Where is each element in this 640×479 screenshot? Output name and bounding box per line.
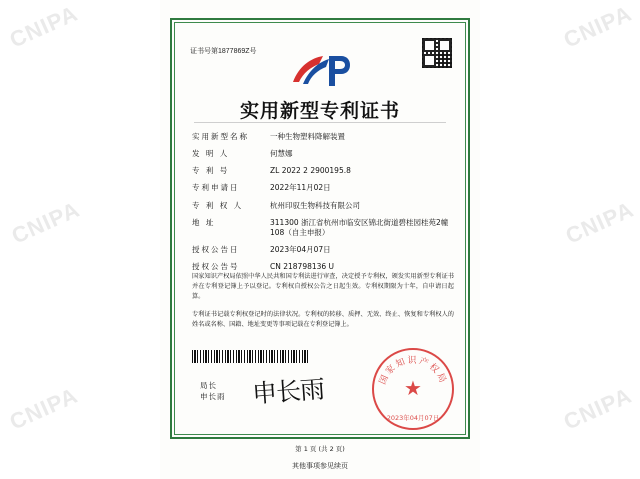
corner-ornament: [170, 423, 186, 439]
seal-star-icon: ★: [404, 378, 422, 400]
field-value: 2022年11月02日: [270, 183, 331, 193]
watermark-text: CNIPA: [559, 0, 636, 53]
field-row: [192, 201, 454, 211]
official-seal: [372, 348, 454, 430]
field-label: 授权公告日: [192, 244, 240, 254]
field-row: [192, 183, 454, 193]
field-row: [192, 149, 454, 159]
footnote: 其他事项参见续页: [292, 462, 348, 470]
watermark-text: CNIPA: [7, 196, 84, 249]
signer-name: 申长雨: [200, 392, 226, 402]
watermark-text: CNIPA: [561, 196, 638, 249]
certificate-number: 证书号第1877869Z号: [190, 48, 257, 55]
handwritten-signature: 申长雨: [251, 374, 326, 409]
seal-date: 2023年04月07日: [386, 414, 440, 422]
field-value: 一种生物塑料降解装置: [270, 132, 345, 141]
field-label: 授权公告号: [192, 262, 240, 271]
corner-ornament: [170, 18, 186, 34]
field-value: 杭州印驭生物科技有限公司: [270, 200, 360, 210]
field-row: [192, 218, 454, 238]
svg-text:国家知识产权局: 国家知识产权局: [377, 356, 449, 387]
page-title: 实用新型专利证书: [239, 100, 400, 122]
field-label: 专 利 权 人: [192, 200, 244, 210]
field-label: 专 利 号: [192, 166, 230, 176]
qr-code-icon: [422, 38, 452, 68]
field-label: 实用新型名称: [192, 132, 249, 141]
field-row: [192, 245, 454, 255]
signer-block: [200, 380, 226, 403]
watermark-text: CNIPA: [559, 382, 636, 435]
page-indicator: 第 1 页 (共 2 页): [295, 445, 345, 453]
field-row: [192, 132, 454, 142]
title-divider: [194, 122, 446, 123]
left-gutter: [0, 0, 160, 479]
field-label: 地 址: [192, 217, 216, 227]
field-label: 发 明 人: [192, 149, 230, 159]
legal-paragraph-1: 国家知识产权局依照中华人民共和国专利法进行审查，决定授予专利权，颁发实用新型专利证书并在专利登记簿上予以登记。专利权自授权公告之日起生效。专利权期限为十年，自申请日起算。: [192, 273, 454, 300]
field-row: [192, 262, 454, 272]
field-label: 专利申请日: [192, 183, 240, 193]
watermark-text: CNIPA: [5, 0, 82, 53]
signer-title: 局长: [200, 381, 217, 390]
field-row: [192, 166, 454, 176]
cnipa-emblem-icon: [289, 52, 351, 90]
right-gutter: [480, 0, 640, 479]
field-value: 311300 浙江省杭州市临安区锦北街道碧桂园桂苑2幢108（自主申报）: [270, 217, 449, 237]
field-value: CN 218798136 U: [270, 262, 335, 271]
field-value: ZL 2022 2 2900195.8: [270, 166, 351, 176]
field-list: [192, 132, 454, 279]
corner-ornament: [454, 423, 470, 439]
watermark-text: CNIPA: [5, 382, 82, 435]
barcode-icon: [192, 350, 310, 363]
corner-ornament: [454, 18, 470, 34]
certificate-sheet: [160, 0, 480, 479]
field-value: 何慧娜: [270, 149, 293, 159]
field-value: 2023年04月07日: [270, 244, 331, 254]
legal-paragraph-2: 专利证书记载专利权登记时的法律状况。专利权的转移、质押、无效、终止、恢复和专利权人的姓名或名称、国籍、地址变更等事项记载在专利登记簿上。: [192, 311, 454, 328]
